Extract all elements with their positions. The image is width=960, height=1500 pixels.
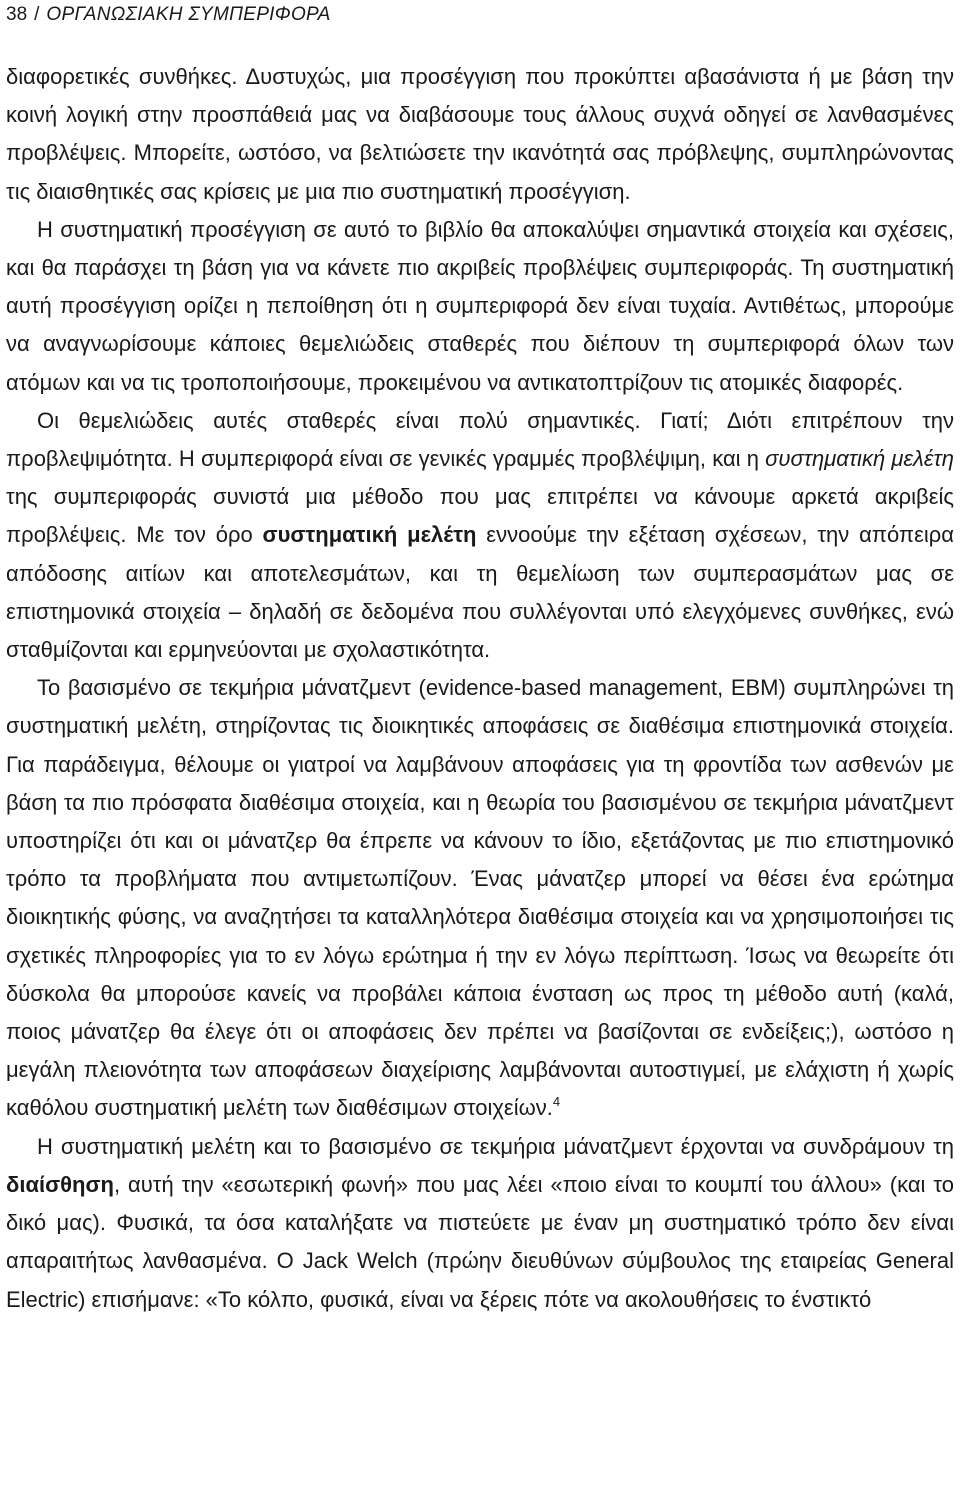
paragraph-1 xyxy=(6,58,954,211)
italic-term: συστηματική μελέτη xyxy=(765,446,954,472)
page-number: 38 xyxy=(6,4,28,25)
running-title: ΟΡΓΑΝΩΣΙΑΚΗ ΣΥΜΠΕΡΙΦΟΡΑ xyxy=(46,4,331,25)
header-separator: / xyxy=(34,4,40,25)
paragraph-4 xyxy=(6,669,954,1127)
text-span: Η συστηματική προσέγγιση σε αυτό το βιβλίο θα αποκαλύψει σημαντικά στοιχεία και σχέσεις, και θα παράσχει τη βάση για να κάνετε πιο ακριβείς προβλέψεις συμπεριφοράς. Τη συστηματική αυτή προσέγγιση ορίζει η πεποίθηση ότι η συμπεριφορά δεν είναι τυχαία. Αντιθέτως, μπορούμε να αναγνωρίσουμε κάποιες θεμελιώδεις σταθερές που διέπουν τη συμπεριφορά όλων των ατόμων και να τις τροποποιήσουμε, προκειμένου να αντικατοπτρίζουν τις ατομικές διαφορές. xyxy=(6,216,954,395)
bold-term: διαίσθηση xyxy=(6,1171,114,1197)
text-span: Το βασισμένο σε τεκμήρια μάνατζμεντ (evidence-based management, EBM) συμπληρώνει τη συστηματική μελέτη, στηρίζοντας τις διοικητικές αποφάσεις σε διαθέσιμα επιστημονικά στοιχεία. Για παράδειγμα, θέλουμε οι γιατροί να λαμβάνουν αποφάσεις για τη φροντίδα των ασθενών με βάση τα πιο πρόσφατα διαθέσιμα στοιχεία, και η θεωρία του βασισμένου σε τεκμήρια μάνατζμεντ υποστηρίζει ότι και οι μάνατζερ θα έπρεπε να κάνουν το ίδιο, εξετάζοντας με πιο επιστημονικό τρόπο τα προβλήματα που αντιμετωπίζουν. Ένας μάνατζερ μπορεί να θέσει ένα ερώτημα διοικητικής φύσης, να αναζητήσει τα καταλληλότερα διαθέσιμα στοιχεία και να χρησιμοποιήσει τις σχετικές πληροφορίες για το εν λόγω ερώτημα ή την εν λόγω περίπτωση. Ίσως να θεωρείτε ότι δύσκολα θα μπορούσε κανείς να προβάλει κάποια ένσταση ως προς τη μέθοδο αυτή (καλά, ποιος μάνατζερ θα έλεγε ότι οι αποφάσεις δεν πρέπει να βασίζονται σε ενδείξεις;), ωστόσο η μεγάλη πλειονότητα των αποφάσεων διαχείρισης λαμβάνονται αυτοστιγμεί, με ελάχιστη ή χωρίς καθόλου συστηματική μελέτη των διαθέσιμων στοιχείων. xyxy=(6,675,954,1121)
text-span: Η συστηματική μελέτη και το βασισμένο σε τεκμήρια μάνατζμεντ έρχονται να συνδράμουν τη xyxy=(37,1133,954,1159)
paragraph-5 xyxy=(6,1128,954,1319)
running-header xyxy=(6,4,331,26)
text-span: , αυτή την «εσωτερική φωνή» που μας λέει «ποιο είναι το κουμπί του άλλου» (και το δικό μας). Φυσικά, τα όσα καταλήξατε να πιστεύετε με έναν μη συστηματικό τρόπο δεν είναι απαραιτήτως λανθασμένα. Ο Jack Welch (πρώην διευθύνων σύμβουλος της εταιρείας General Electric) επισήμανε: «Το κόλπο, φυσικά, είναι να ξέρεις πότε να ακολουθήσεις το ένστικτό xyxy=(6,1171,954,1312)
body-text xyxy=(6,58,954,1319)
paragraph-3 xyxy=(6,402,954,669)
text-span: της συμπεριφοράς συνιστά μια μέθοδο που μας επιτρέπει να κάνουμε αρκετά ακριβείς προβλέψεις. Με τον όρο xyxy=(6,484,954,548)
text-span: Οι θεμελιώδεις αυτές σταθερές είναι πολύ σημαντικές. Γιατί; Διότι επιτρέπουν την προβλεψιμότητα. Η συμπεριφορά είναι σε γενικές γραμμές προβλέψιμη, και η xyxy=(6,407,954,472)
text-span: εννοούμε την εξέταση σχέσεων, την απόπειρα απόδοσης αιτίων και αποτελεσμάτων, και τη θεμελίωση των συμπερασμάτων μας σε επιστημονικά στοιχεία – δηλαδή σε δεδομένα που συλλέγονται υπό ελεγχόμενες συνθήκες, ενώ σταθμίζονται και ερμηνεύονται με σχολαστικότητα. xyxy=(6,522,954,663)
paragraph-2 xyxy=(6,211,954,402)
text-span: διαφορετικές συνθήκες. Δυστυχώς, μια προσέγγιση που προκύπτει αβασάνιστα ή με βάση την κοινή λογική στην προσπάθειά μας να διαβάσουμε τους άλλους συχνά οδηγεί σε λανθασμένες προβλέψεις. Μπορείτε, ωστόσο, να βελτιώσετε την ικανότητά σας πρόβλεψης, συμπληρώνοντας τις διαισθητικές σας κρίσεις με μια πιο συστηματική προσέγγιση. xyxy=(6,64,954,204)
footnote-marker: 4 xyxy=(552,1094,561,1110)
bold-term: συστηματική μελέτη xyxy=(262,522,477,548)
